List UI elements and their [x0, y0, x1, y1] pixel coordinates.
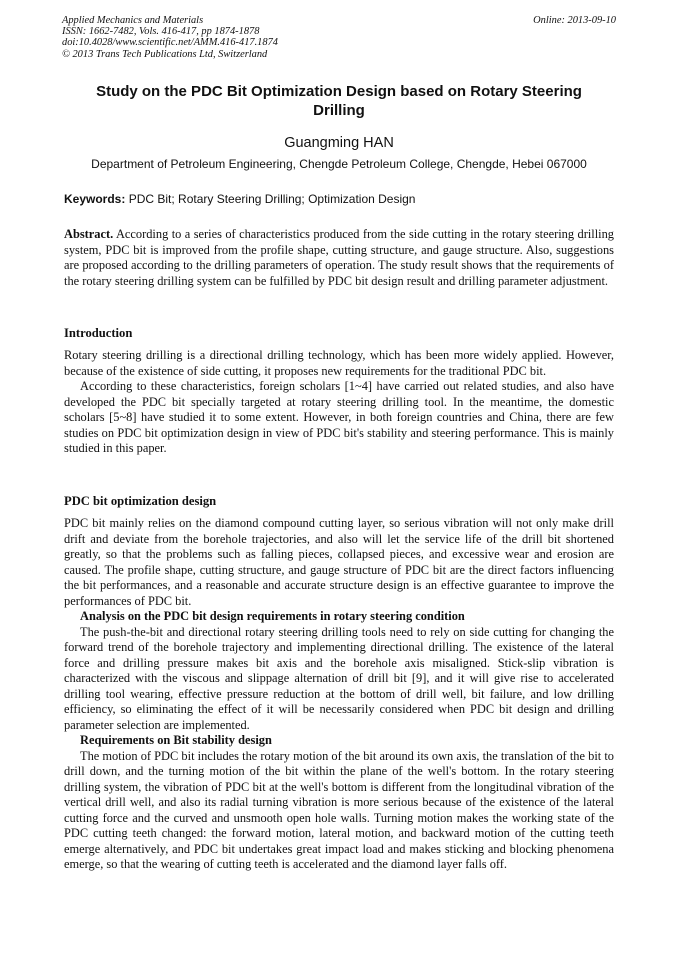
paper-title: Study on the PDC Bit Optimization Design based on Rotary Steering Drilling: [96, 83, 582, 119]
issn-line: ISSN: 1662-7482, Vols. 416-417, pp 1874-1878: [62, 26, 260, 38]
author-name: Guangming HAN: [284, 135, 394, 151]
section-heading-optimization: PDC bit optimization design: [64, 494, 217, 508]
copyright-line: © 2013 Trans Tech Publications Ltd, Switzerland: [62, 48, 268, 60]
doi-line: doi:10.4028/www.scientific.net/AMM.416-417.1874: [62, 37, 278, 49]
subsection-heading-stability: Requirements on Bit stability design: [80, 733, 272, 747]
abstract: [64, 227, 614, 289]
optimization-paragraph-1: PDC bit mainly relies on the diamond compound cutting layer, so serious vibration will not only make drill drift and deviate from the borehole trajectories, and also will let the service life of the drill bit shortened greatly, so that the problems such as falling pieces, collapsed pieces, and excessive wear and erosion are caused. The profile shape, cutting structure, and gauge structure of PDC bit are the direct factors influencing the bit performances, and a reasonable and accurate structure design is an effective guarantee to improve the performances of PDC bit.: [64, 516, 614, 608]
subsection-heading-design-requirements: Analysis on the PDC bit design requirements in rotary steering condition: [80, 609, 465, 623]
abstract-label: Abstract.: [64, 227, 114, 241]
stability-paragraph: The motion of PDC bit includes the rotary motion of the bit around its own axis, the translation of the bit to drill down, and the turning motion of the bit within the plane of the well's bottom. In the rotary steering drilling system, the vibration of PDC bit at the well's bottom is different from the longitudinal vibration of the vertical drill well, and also its radial turning vibration is more serious because of the existence of the lateral cutting force and the curved and unsmooth open hole walls. Turning motion makes the working state of the PDC cutting teeth changed: the forward motion, lateral motion, and backward motion of the cutting teeth emerge alternatively, and PDC bit undertakes great impact load and makes sticking and blocking phenomena emerge, so that the wearing of cutting teeth is accelerated and the diamond layer falls off.: [64, 748, 614, 871]
keywords-text: PDC Bit; Rotary Steering Drilling; Optimization Design: [128, 192, 416, 206]
intro-paragraph-1: Rotary steering drilling is a directional drilling technology, which has been more widely applied. However, because of the existence of side cutting, it proposes new requirements for the traditional PDC bit.: [64, 348, 614, 378]
intro-paragraph-2: According to these characteristics, foreign scholars [1~4] have carried out related studies, and also have developed the PDC bit specially targeted at rotary steering drilling tool. In the meantime, the domestic scholars [5~8] have studied it to some extent. However, in both foreign countries and China, there are few studies on PDC bit optimization design in view of PDC bit's stability and steering performance. This is mainly studied in this paper.: [64, 379, 614, 455]
journal-header: [62, 15, 616, 60]
introduction-body: [64, 348, 614, 457]
keywords-line: [64, 192, 614, 206]
journal-name: Applied Mechanics and Materials: [62, 15, 204, 26]
optimization-body: [64, 516, 614, 873]
online-date: Online: 2013-09-10: [533, 15, 616, 26]
affiliation: Department of Petroleum Engineering, Chengde Petroleum College, Chengde, Hebei 067000: [91, 157, 587, 171]
abstract-text: According to a series of characteristics produced from the side cutting in the rotary steering drilling system, PDC bit is improved from the profile shape, cutting structure, and gauge structure. Also, suggestions are proposed according to the drilling parameters of operation. The study result shows that the requirements of the rotary steering drilling system can be fulfilled by PDC bit design result and drilling parameter adjustment.: [64, 227, 614, 288]
design-requirements-paragraph: The push-the-bit and directional rotary steering drilling tools need to rely on side cutting for changing the forward trend of the borehole trajectory and implementing directional drilling. The existence of the lateral force and drilling pressure makes bit axis and the borehole axis misaligned. Stick-slip vibration is characterized with the viscous and slippage alternation of drill bit [9], and it will give rise to accelerated drilling tool wearing, effective pressure reduction at the bottom of drill well, bit failure, and low drilling efficiency, so eliminating the effect of it will be necessarily considered when PDC bit design and drilling parameter selection are implemented.: [64, 624, 614, 732]
keywords-label: Keywords:: [64, 192, 126, 206]
section-heading-introduction: Introduction: [64, 326, 133, 340]
